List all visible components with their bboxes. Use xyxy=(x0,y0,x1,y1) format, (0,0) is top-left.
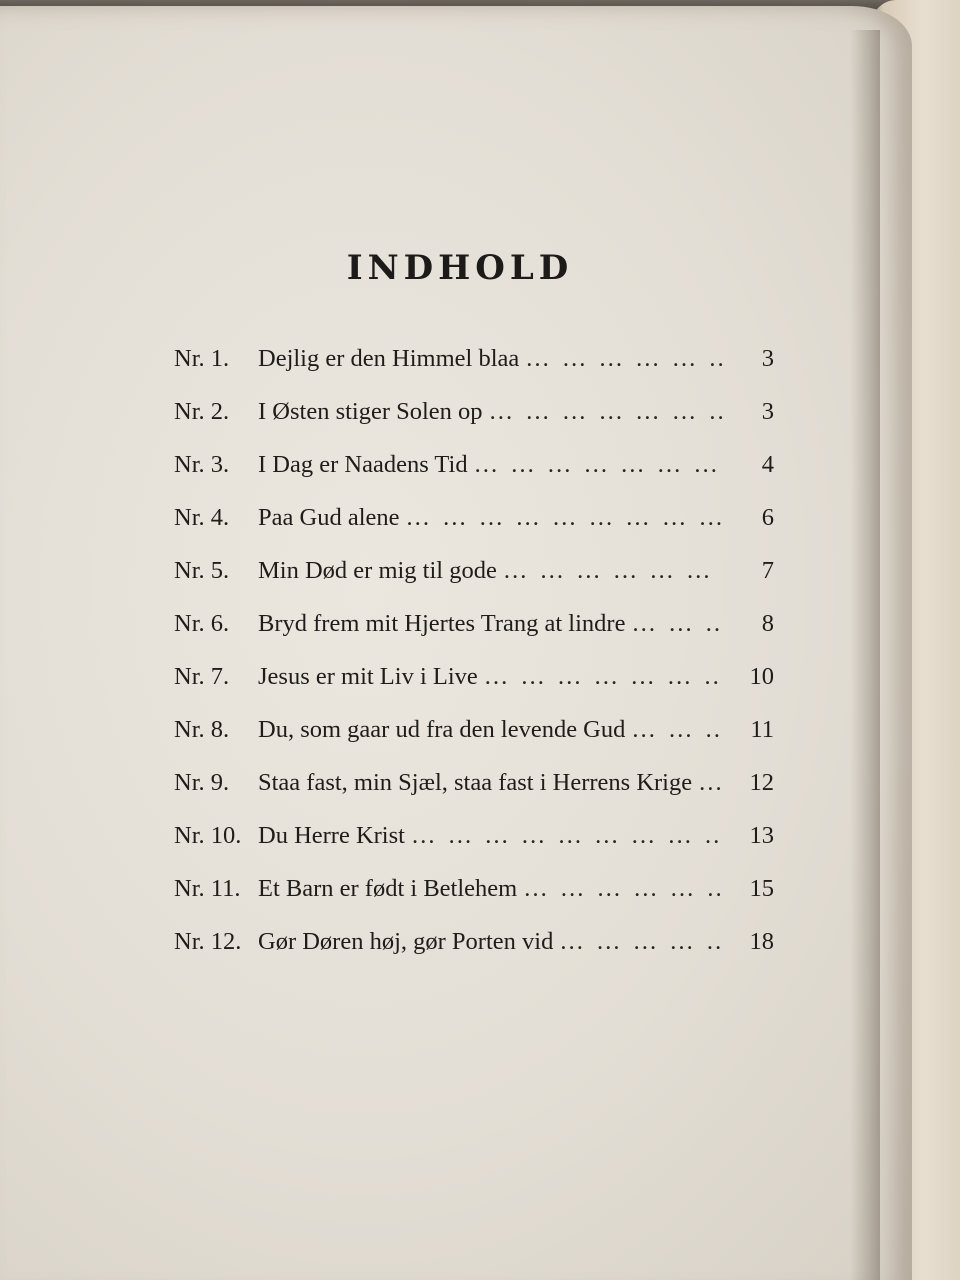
entry-title: I Dag er Naadens Tid xyxy=(258,450,468,478)
entry-number: Nr. 2. xyxy=(174,397,230,425)
entry-page-number: 4 xyxy=(761,450,774,478)
toc-entry xyxy=(174,650,774,703)
entry-page-number: 11 xyxy=(750,715,774,743)
entry-number: Nr. 12. xyxy=(174,927,242,955)
toc-entry xyxy=(174,491,774,544)
entry-number: Nr. 3. xyxy=(174,450,230,478)
dot-leader xyxy=(484,663,722,691)
dot-leader xyxy=(503,557,722,585)
dot-leader xyxy=(411,822,722,850)
entry-page-number: 3 xyxy=(761,344,774,372)
entry-number: Nr. 11. xyxy=(174,874,241,902)
page-curve-shadow xyxy=(850,30,880,1280)
entry-number: Nr. 8. xyxy=(174,715,230,743)
toc-entry xyxy=(174,597,774,650)
entry-page-number: 6 xyxy=(761,503,774,531)
entry-page-number: 13 xyxy=(749,821,774,849)
toc-entry xyxy=(174,332,774,385)
entry-page-number: 12 xyxy=(749,768,774,796)
entry-number: Nr. 4. xyxy=(174,503,230,531)
entry-page-number: 8 xyxy=(761,609,774,637)
dot-leader xyxy=(523,875,722,903)
toc-entry xyxy=(174,915,774,968)
entry-number: Nr. 1. xyxy=(174,344,230,372)
dot-leader xyxy=(406,504,723,532)
dot-leader xyxy=(559,928,722,956)
toc-entry xyxy=(174,385,774,438)
entry-title: Paa Gud alene xyxy=(258,503,400,531)
toc-entry xyxy=(174,703,774,756)
entry-title: I Østen stiger Solen op xyxy=(258,397,483,425)
entry-title: Staa fast, min Sjæl, staa fast i Herrens Krige xyxy=(258,768,693,796)
entry-number: Nr. 5. xyxy=(174,556,230,584)
entry-page-number: 10 xyxy=(749,662,774,690)
dot-leader xyxy=(631,716,722,744)
entry-page-number: 15 xyxy=(749,874,774,902)
dot-leader xyxy=(474,451,722,479)
page-title: INDHOLD xyxy=(346,248,574,288)
toc-entry xyxy=(174,438,774,491)
entry-title: Bryd frem mit Hjertes Trang at lindre xyxy=(258,609,626,637)
dot-leader xyxy=(525,345,722,373)
toc-entry xyxy=(174,809,774,862)
entry-title: Du Herre Krist xyxy=(258,821,405,849)
dot-leader xyxy=(698,769,722,797)
entry-title: Du, som gaar ud fra den levende Gud xyxy=(258,715,626,743)
table-of-contents xyxy=(174,332,774,968)
entry-title: Min Død er mig til gode xyxy=(258,556,497,584)
toc-entry xyxy=(174,756,774,809)
toc-entry xyxy=(174,862,774,915)
entry-title: Et Barn er født i Betlehem xyxy=(258,874,518,902)
entry-number: Nr. 6. xyxy=(174,609,230,637)
entry-number: Nr. 10. xyxy=(174,821,242,849)
entry-page-number: 18 xyxy=(749,927,774,955)
dot-leader xyxy=(631,610,722,638)
dot-leader xyxy=(489,398,722,426)
entry-number: Nr. 9. xyxy=(174,768,230,796)
entry-page-number: 3 xyxy=(761,397,774,425)
toc-entry xyxy=(174,544,774,597)
entry-page-number: 7 xyxy=(761,556,774,584)
entry-title: Dejlig er den Himmel blaa xyxy=(258,344,520,372)
entry-number: Nr. 7. xyxy=(174,662,230,690)
entry-title: Jesus er mit Liv i Live xyxy=(258,662,478,690)
entry-title: Gør Døren høj, gør Porten vid xyxy=(258,927,554,955)
